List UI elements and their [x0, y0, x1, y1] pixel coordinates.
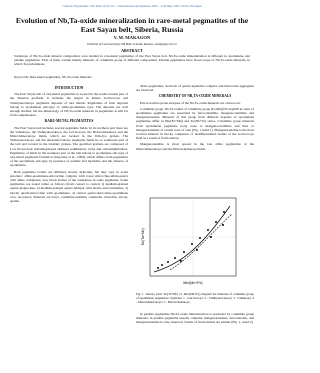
- affiliation: Institute of Geochemistry SB RAS, Irkutsk, Russia, vmak@igc.irk.ru: [87, 42, 177, 46]
- petalite-paragraph: In petalite pegmatites Nb,Ta-oxide mineralization is presented by columbite group minerals; in petalite pegmatite usually comprise manganotantalite, ferrotantalite, and manganotantalite is only observed. Trends of fractionation are similar (Fig. 1, trend 2).: [136, 312, 254, 325]
- rare-metal-paragraph-1: The East Sayan belt includes several pegmatite fields. In its northern part there are the Urikskoye, the Vishnyakovskoye, the Gol'tsovoye, the Belorechenskoye and the Malovishnevskoye fields, which are located in the Urik-Iya graben. The Vishnyakovskoye and the Alexandrovskoye pegmatite fields lie to southwest part of the belt and located in the Gladsky graben. The specified grabens are composed of Low Proterozoic metamorphosed albitized sedimentary rocks and orthoamphibolites. Pegmatites of fields in the southeast part of the belt belong to spodumene sub-type of rare-metal pegmatite formation (Zagorsky et al., 1999), which differs from pegmatites of the spodumene sub-type by presence of petalite and lepidolite and the absence of spodumene.: [10, 125, 128, 168]
- keywords: Keywords: Rare-metal pegmatites, Nb,Ta-oxide minerals.: [14, 75, 93, 79]
- left-column: [10, 84, 128, 205]
- right-column-lower: [136, 312, 254, 327]
- x-axis-label: Mn/(Mn+Fe): [183, 281, 203, 285]
- chemistry-paragraph-1: Electron microprobe analyses of the Nb,Ta-oxide minerals are carried out.: [140, 100, 241, 105]
- author: V. M. MAKAGON: [113, 35, 151, 40]
- right-column: [136, 84, 254, 153]
- figure-caption: Fig. 1. Ternary plots Ta/(Ta+Nb) vs. Mn/(Mn+Fe) diagram for minerals of columbite group of spodumene pegmatites. Symbols: 1 - Gol'tsovoye; 2 - Vishnyakovskoye; 3 - Urikskoye; 4 - Malovishnevskoye; 5 - Belorechenskoye.: [136, 292, 254, 304]
- data-points: [157, 211, 225, 269]
- columbite-plot-figure: [140, 194, 240, 286]
- intro-paragraph: The East Sayan belt of rare-metal pegmatites is located in the south-western part of the Siberian platform. It includes the largest in Russia Gol'tsovoye and Vishnyakovskoye pegmatite deposits of rare metals. Pegmatites of both deposits belong to spodumene sub-type of albite-spodumene type. The deposits are well enough studied, but the mineralogy of Nb,Ta-oxide minerals in pegmatites is still far from completeness.: [10, 92, 128, 118]
- right-paragraph-1: albite pegmatites. Sections of quartz-lepidolite complex and muscovite aggregates are observed.: [136, 84, 254, 93]
- chemistry-heading: CHEMISTRY OF NB,TA-OXIDE MINERALS: [158, 94, 232, 99]
- abstract-text: Variations of Nb,Ta-oxide mineral composition were studied in rare-metal pegmatites of the East Sayan belt. Nb,Ta-oxide mineralization is different in spodumene and petalite pegmatites. First of them contain mainly minerals of columbite group of different composition. Petalite pegmatites have broad scope of Nb,Ta-oxide minerals, in which Ta predominate.: [14, 54, 250, 67]
- trend-line-1: [154, 206, 230, 272]
- y-axis-label: Ta/(Ta+Nb): [141, 228, 145, 246]
- abstract-heading: ABSTRACT: [121, 48, 143, 53]
- paper-title: Evolution of Nb,Ta-oxide mineralization in rare-metal pegmatites of the East Sayan belt, Siberia, Russia: [15, 16, 249, 34]
- chemistry-paragraph-3: Manganotantalite is most spread in the late albite pegmatites of the Malovishnevskoye and the Belorechenskoye fields.: [136, 142, 254, 151]
- chemistry-paragraph-2: Columbite group. Nb,Ta-oxides of columbite group (Fe,Mn)(Nb,Ta)2O6 in veins of spodumene pegmatites are presented by ferrocolumbite, manganocolumbite and manganotantalite. Minerals of this group from different deposits of spodumene pegmatites differ in Mn/(Fe+Mn) and Ta/(Nb+Ta) ratios. Columbite group minerals from spodumene pegmatite body zone to manganocolumbite and then to manganotantalite of central zone of vein (Fig. 1 trend 1). Manganotantalite is the most evolved mineral in blocky complexes of undifferentiated bodies of the Gol'tsovoye field as a result of fractionation.: [136, 106, 254, 141]
- running-header: Granitic Pegmatites: The State of the Art – International Symposium. 06th – 12th May 2007. Porto, Portugal: [62, 4, 202, 8]
- intro-heading: INTRODUCTION: [54, 86, 84, 90]
- rare-metal-paragraph-2: Both pegmatite bodies are albitized, mostly dyke-like, but they vary in zonal structure: albite-spodumene-microcline complex with lower microcline-albite-quartz with albite complexes; four block bodies of the complexes in some pegmatite. Some pegmatites are zoned rather as follows (from contact to center) 1) medium-grained quartz-plagioclase, 2) medium-grained quartz-feldspar with biotite and tourmaline, 3) blocky quartz-microcline with spodumene, 4) central quartz-microcline-spodumene core. Accessory minerals are beryl, columbite-tantalite, cassiterite, microlite, zircon, apatite.: [10, 169, 128, 204]
- rare-metal-heading: RARE-METAL PEGMATITES: [44, 119, 94, 124]
